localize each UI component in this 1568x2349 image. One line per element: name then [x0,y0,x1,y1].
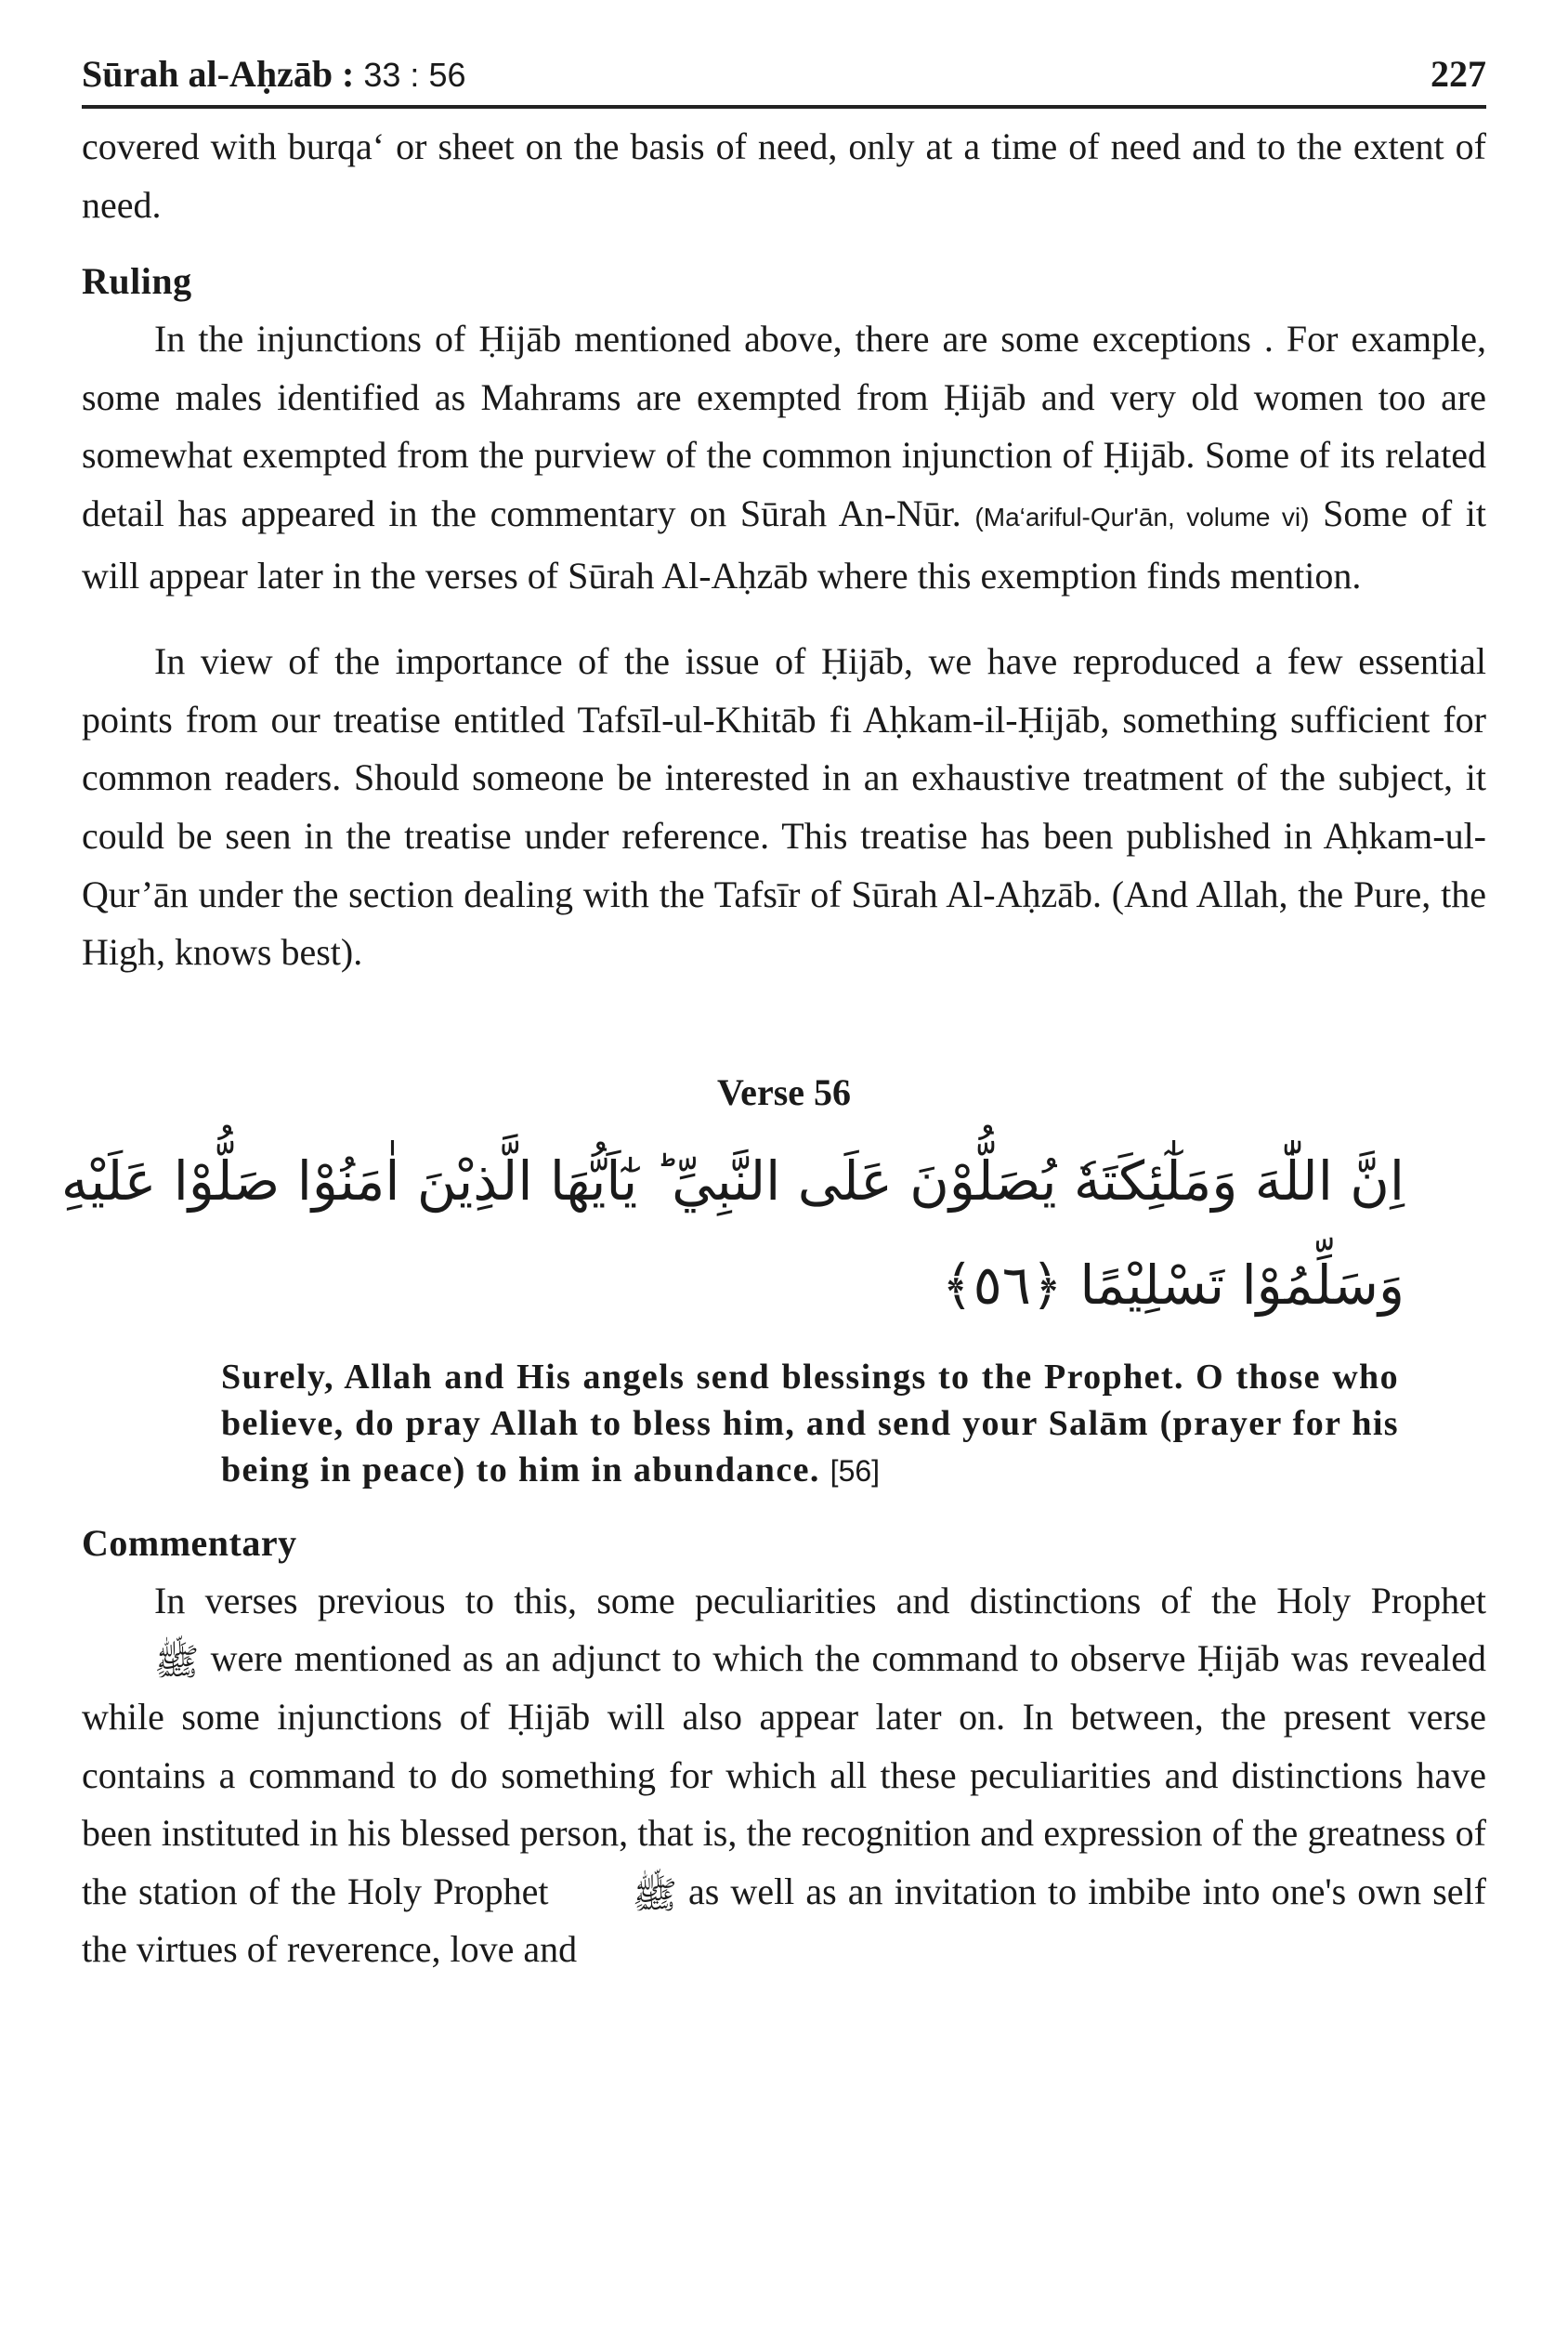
surah-title: Sūrah al-Aḥzāb : [82,53,355,95]
verse-heading: Verse 56 [716,1070,852,1113]
arabic-verse [60,1129,1486,1337]
salutation-seal-icon: ﷺ [154,1641,200,1685]
page-number: 227 [1431,53,1486,95]
salutation-seal-icon: ﷺ [632,1873,677,1917]
chapter-verse-ref: 33 : 56 [363,56,466,94]
commentary-text-c: as well as an invitation to imbibe into one's own self the virtues of reverence, love and [82,1870,1486,1971]
heading-ruling: Ruling [82,260,192,303]
arabic-verse-line-1: اِنَّ اللّٰهَ وَمَلٰٓئِكَتَهٗ يُصَلُّوْنَ عَلَى النَّبِيِّ ؕ يٰٓاَيُّهَا الَّذِيْنَ اٰمَنُوْا صَلُّوْا عَلَيْهِ [60,1148,1405,1213]
page [60,52,1487,1979]
paragraph-hijab-treatise: In view of the importance of the issue of Ḥijāb, we have reproduced a few essential points from our treatise entitled Tafsīl-ul-Khitāb fi Aḥkam-il-Ḥijāb, something sufficient for common readers. Should someone be interested in an exhaustive treatment of the subject, it could be seen in the treatise under reference. This treatise has been published in Aḥkam-ul-Qur’ān under the section dealing with the Tafsīr of Sūrah Al-Aḥzāb. (And Allah, the Pure, the High, knows best). [82,640,1486,974]
paragraph-commentary [82,1572,1486,1979]
reference-citation: (Ma‘ariful-Qur'ān, volume vi) [974,502,1310,531]
arabic-verse-line-2: وَسَلِّمُوْا تَسْلِيْمًا ﴿٥٦﴾ [941,1253,1405,1317]
verse-number: [56] [830,1453,881,1488]
translation-text: Surely, Allah and His angels send blessings to the Prophet. O those who believe, do pray Allah to bless him, and send your Salām (prayer for his being in peace) to him in abundance. [221,1357,1399,1489]
commentary-text-a: In verses previous to this, some peculiarities and distinctions of the Holy Prophet [154,1579,1486,1621]
heading-commentary: Commentary [82,1521,297,1564]
commentary-text-b: were mentioned as an adjunct to which the command to observe Ḥijāb was revealed while some injunctions of Ḥijāb will also appear later on. In between, the present verse contains a command to do something for which all these peculiarities and distinctions have been instituted in his blessed person, that is, the recognition and expression of the greatness of the station of the Holy Prophet [82,1637,1486,1912]
ruling-text-continued: Some of it will appear later in the verses of Sūrah Al-Aḥzāb where this exemption finds mention. [82,492,1487,597]
ruling-text: In the injunctions of Ḥijāb mentioned above, there are some exceptions . For example, some males identified as Mahrams are exempted from Ḥijāb and very old women too are somewhat exempted from the purview of the common injunction of Ḥijāb. Some of its related detail has appeared in the commentary on Sūrah An-Nūr. [82,318,1486,534]
paragraph-ruling [82,310,1486,605]
running-header [82,52,1486,109]
running-title [82,52,465,96]
paragraph-continuation: covered with burqa‘ or sheet on the basis of need, only at a time of need and to the extent of need. [82,125,1486,226]
verse-translation [82,1354,1486,1494]
